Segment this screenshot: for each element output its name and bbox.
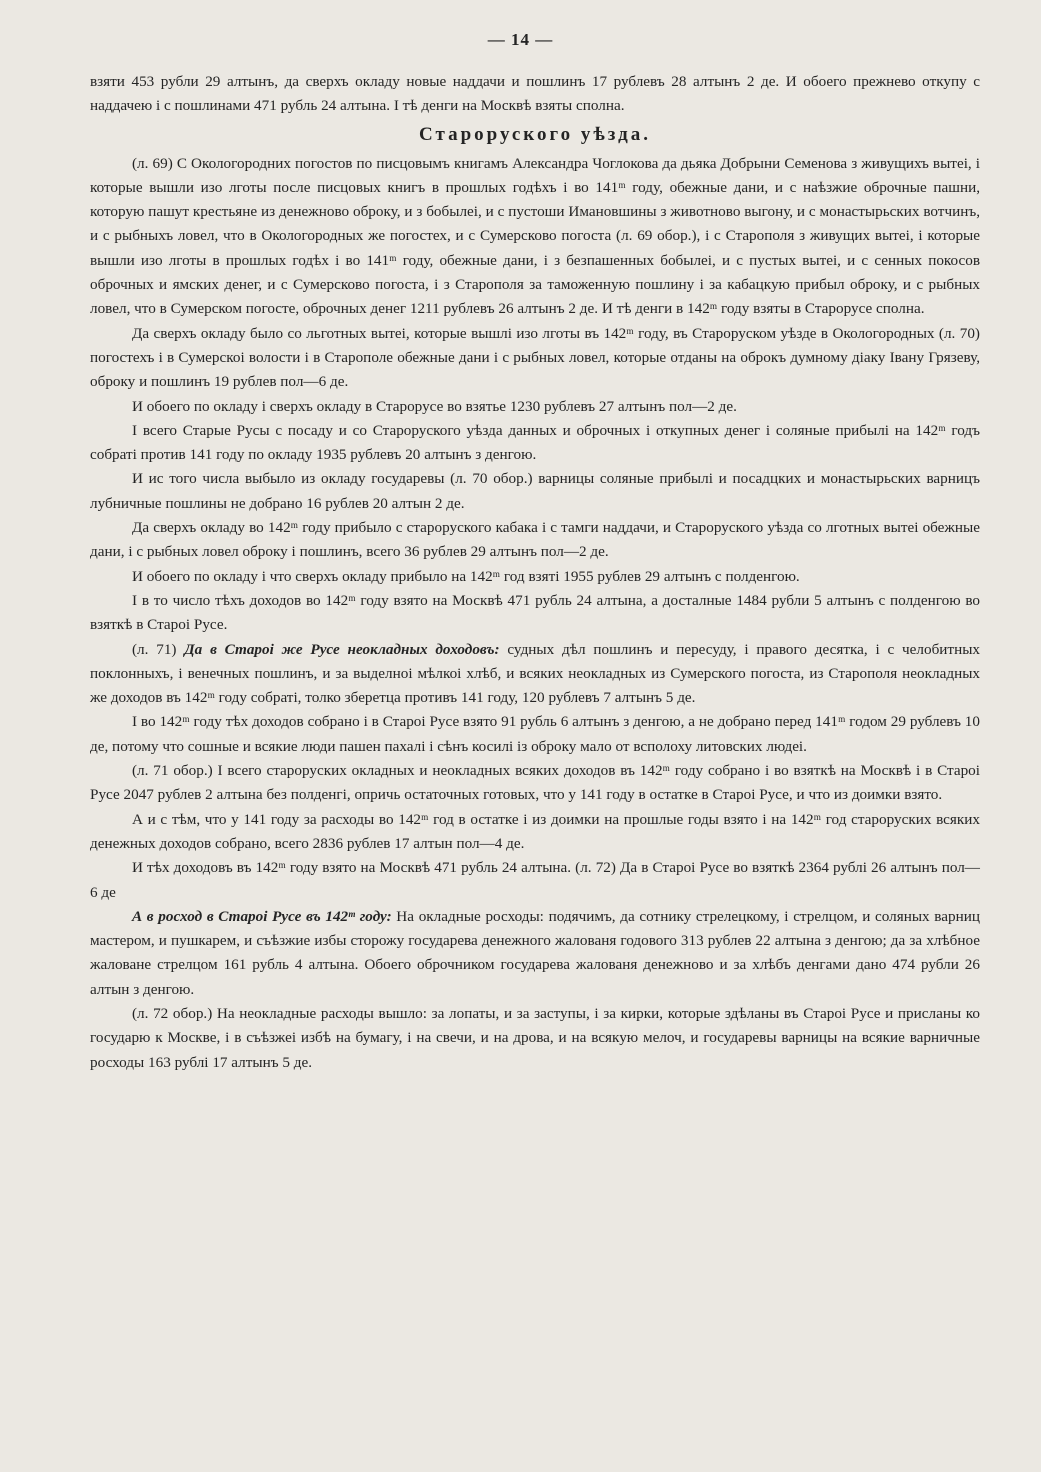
paragraph: (л. 71 обор.) І всего староруских окладных и неокладных всяких доходов въ 142ᵐ году собрано і во взяткѣ на Москвѣ і в Староі Русе 2047 рублев 2 алтына без полденгі, опричь остаточных готовых, что у 141 году в остатке в Староі Русе, и что из доимки взято. bbox=[90, 762, 980, 804]
paragraph: І во 142ᵐ году тѣх доходов собрано і в Староі Русе взято 91 рубль 6 алтынъ з денгою, а не добрано перед 141ᵐ годом 29 рублевъ 10 де, потому что сошные и всякие люди пашен пахалі і сѣнъ косилі із оброку мало от всполоху литовских людеі. bbox=[90, 713, 980, 755]
paragraph: І в то число тѣхъ доходов во 142ᵐ году взято на Москвѣ 471 рубль 24 алтына, а досталные 1484 рубли 5 алтынъ с полденгою во взяткѣ в Староі Русе. bbox=[90, 591, 980, 634]
paragraph: (л. 69) С Окологородних погостов по писцовымъ книгамъ Александра Чоглокова да дьяка Добрыни Семенова з живущихъ вытеі, і которые вышли изо лготы после писцовых книгъ в прошлых годѣхъ і во 141ᵐ году, обежные дани, и с наѣзжие оброчные пашни, которую пашут крестьяне из денежново оброку, и з бобылеі, и с пустоши Имановшины з животново выгону, и с монастырьских вотчинъ, и с рыбныхъ ловел, что в Окологородных же погостех, и с Сумерсково погоста (л. 69 обор.), і с Старополя з живущих вытеі, і которые вышли изо лготы в прошлых годѣх і во 141ᵐ году, обежные дани, і з безпашенных бобылеі, и с пустых вытеі, и с сенных покосов оброчных и ямских денег, и с Сумерсково погоста, і з Старополя за таможенную пошлину і за кабацкую прибыл оброку, и с рыбных ловел, что в Сумерском погосте, оброчных денег 1211 рублевъ 26 алтынъ 2 де. И тѣ денги в 142ᵐ году взяты в Старорусе сполна. bbox=[90, 154, 980, 318]
paragraph-expenses bbox=[90, 905, 980, 1002]
paragraph: И ис того числа выбыло из окладу государевы (л. 70 обор.) варницы соляные прибылі и посадцких и монастырьских варницъ лубничные пошлины не добрано 16 рублев 20 алтын 2 де. bbox=[90, 470, 980, 512]
paragraph-text: судных дѣл пошлинъ и пересуду, і правого десятка, і с челобитных поклонныхъ, і венечных пошлинъ, и за выделноі мѣлкоі хлѣб, и всяких неокладных из Сумерского погоста, из Старополя неокладных же доходов въ 142ᵐ году собраті, толко зберетца противъ 141 году, 120 рублевъ 7 алтынъ 5 де. bbox=[90, 640, 980, 707]
intro-paragraph: взяти 453 рубли 29 алтынъ, да сверхъ окладу новые наддачи и пошлинъ 17 рублевъ 28 алтынъ 2 де. И обоего прежнево откупу с наддачею і с пошлинами 471 рубль 24 алтына. І тѣ денги на Москвѣ взяты сполна. bbox=[90, 73, 980, 115]
paragraph: И обоего по окладу і сверхъ окладу в Старорусе во взятье 1230 рублевъ 27 алтынъ пол—2 де. bbox=[132, 397, 737, 415]
paragraph: Да сверхъ окладу во 142ᵐ году прибыло с староруского кабака і с тамги наддачи, и Староруского уѣзда со лготных вытеі обежные дани, і с рыбных ловел оброку і пошлинъ, всего 36 рублев 29 алтынъ пол—2 де. bbox=[90, 519, 980, 561]
folio-ref: (л. 71) bbox=[132, 640, 185, 658]
italic-lead: А в росход в Староі Русе въ 142ᵐ году: bbox=[132, 907, 392, 925]
page-number: — 14 — bbox=[487, 30, 554, 49]
paragraph: А и с тѣм, что у 141 году за расходы во 142ᵐ год в остатке і из доимки на прошлые годы взято і на 142ᵐ год староруских всяких денежных доходов собрано, всего 2836 рублев 17 алтын пол—4 де. bbox=[90, 810, 980, 852]
paragraph: Да сверхъ окладу было со льготных вытеі, которые вышлі изо лготы въ 142ᵐ году, въ Староруском уѣзде в Окологородных (л. 70) погостехъ і в Сумерскоі волости і в Старополе обежные дани і с рыбных ловел, которые отданы на оброкъ думному діаку Івану Грязеву, оброку и пошлинъ 19 рублев пол—6 де. bbox=[90, 324, 980, 391]
paragraph-text: На окладные росходы: подячимъ, да сотнику стрелецкому, і стрелцом, и соляных варниц мастером, и пушкарем, и съѣзжие избы сторожу государева денежного жалованя годового 313 рублев 22 алтына з денгою; да за хлѣбное жаловане стрелцом 161 рубль 4 алтына. Обоего оброчником государева жалованя денежново и за хлѣбъ денгами дано 474 рубли 26 алтын з денгою. bbox=[90, 907, 980, 998]
paragraph: И тѣх доходовъ въ 142ᵐ году взято на Москвѣ 471 рубль 24 алтына. (л. 72) Да в Староі Русе во взяткѣ 2364 рублі 26 алтынъ пол—6 де bbox=[90, 859, 980, 901]
paragraph: И обоего по окладу і что сверхъ окладу прибыло на 142ᵐ год взяті 1955 рублев 29 алтынъ с полденгою. bbox=[132, 567, 800, 585]
paragraph-l71 bbox=[90, 638, 980, 711]
paragraph-last: (л. 72 обор.) На неокладные расходы вышло: за лопаты, и за заступы, і за кирки, которые здѣланы въ Староі Русе и присланы ко государю к Москве, і в съѣзжеі избѣ на бумагу, і на свечи, и на дрова, и на всякую мелоч, и государевы варницы на всякие варничные росходы 163 рублі 17 алтынъ 5 де. bbox=[90, 1004, 980, 1071]
italic-lead: Да в Староі же Русе неокладных доходовъ: bbox=[184, 640, 500, 658]
section-heading: Староруского уѣзда. bbox=[419, 123, 651, 145]
paragraph: І всего Старые Русы с посаду и со Староруского уѣзда данных и оброчных і откупных денег і соляные прибылі на 142ᵐ годъ собраті против 141 году по окладу 1935 рублевъ 20 алтынъ з денгою. bbox=[90, 421, 980, 464]
document-body bbox=[90, 70, 980, 1075]
